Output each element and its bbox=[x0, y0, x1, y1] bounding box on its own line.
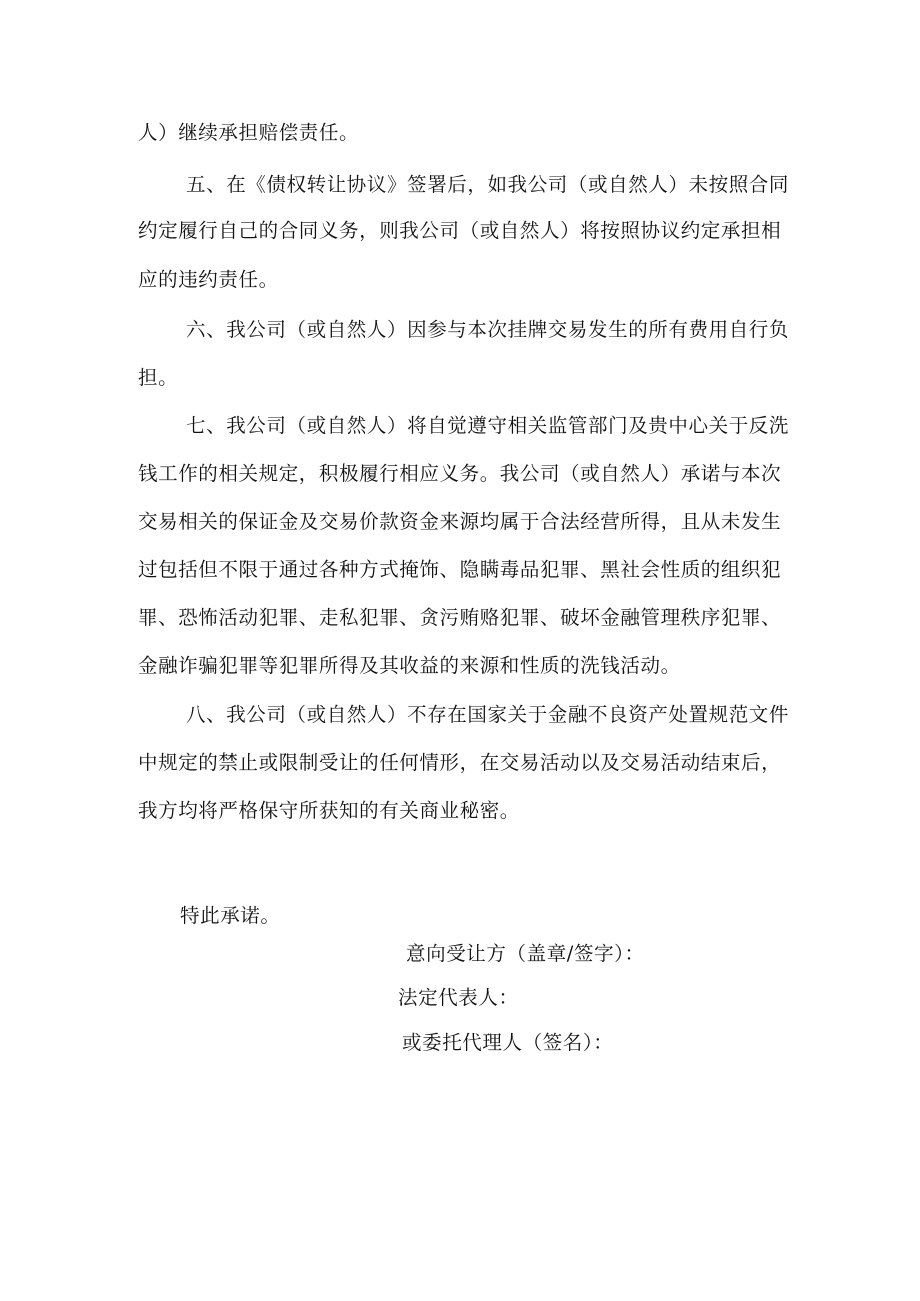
clause-8-line-1: 八、我公司（或自然人）不存在国家关于金融不良资产处置规范文件 bbox=[186, 703, 790, 726]
clause-6-line-1: 六、我公司（或自然人）因参与本次挂牌交易发生的所有费用自行负 bbox=[186, 318, 790, 341]
clause-7-line-2: 钱工作的相关规定，积极履行相应义务。我公司（或自然人）承诺与本次 bbox=[138, 462, 782, 485]
closing-statement: 特此承诺。 bbox=[180, 904, 281, 927]
clause-7-line-6: 金融诈骗犯罪等犯罪所得及其收益的来源和性质的洗钱活动。 bbox=[138, 654, 681, 677]
clause-4-continuation: 人）继续承担赔偿责任。 bbox=[138, 121, 360, 144]
clause-8-line-2: 中规定的禁止或限制受让的任何情形，在交易活动以及交易活动结束后， bbox=[138, 751, 782, 774]
clause-6-line-2: 担。 bbox=[138, 366, 179, 389]
clause-7-line-4: 过包括但不限于通过各种方式掩饰、隐瞒毒品犯罪、黑社会性质的组织犯 bbox=[138, 558, 782, 581]
clause-7-line-3: 交易相关的保证金及交易价款资金来源均属于合法经营所得，且从未发生 bbox=[138, 510, 782, 533]
clause-7-line-5: 罪、恐怖活动犯罪、走私犯罪、贪污贿赂犯罪、破坏金融管理秩序犯罪、 bbox=[138, 606, 782, 629]
transferee-seal-line: 意向受让方（盖章/签字）： bbox=[406, 942, 645, 965]
legal-representative-line: 法定代表人： bbox=[398, 986, 519, 1009]
clause-7-line-1: 七、我公司（或自然人）将自觉遵守相关监管部门及贵中心关于反洗 bbox=[186, 414, 790, 437]
clause-5-line-3: 应的违约责任。 bbox=[138, 268, 279, 291]
authorized-agent-line: 或委托代理人（签名）： bbox=[402, 1031, 614, 1054]
clause-5-line-1: 五、在《债权转让协议》签署后，如我公司（或自然人）未按照合同 bbox=[186, 173, 790, 196]
clause-8-line-3: 我方均将严格保守所获知的有关商业秘密。 bbox=[138, 799, 520, 822]
clause-5-line-2: 约定履行自己的合同义务，则我公司（或自然人）将按照协议约定承担相 bbox=[138, 219, 782, 242]
